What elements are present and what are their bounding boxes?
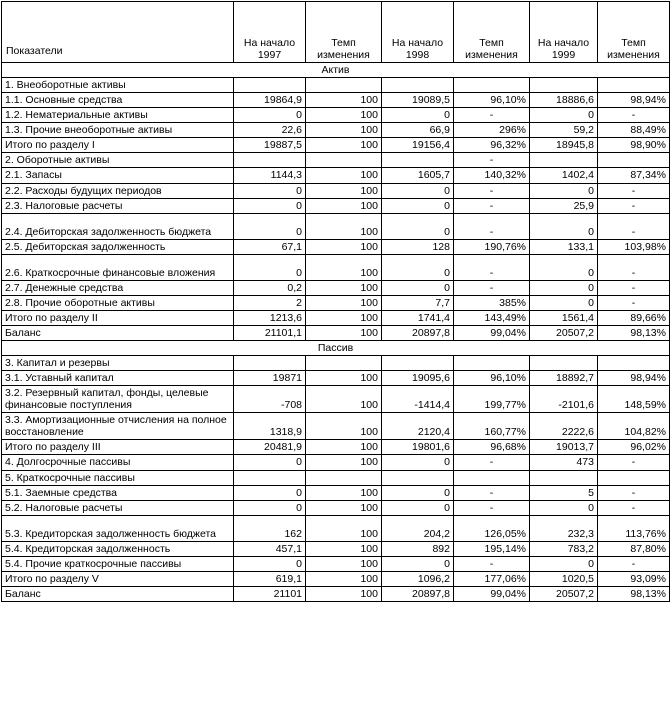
row-value: - <box>454 183 530 198</box>
row-value <box>306 470 382 485</box>
row-value: 204,2 <box>382 515 454 541</box>
row-label: 3.2. Резервный капитал, фонды, целевые финансовые поступления <box>2 386 234 413</box>
row-value <box>530 470 598 485</box>
row-value: 143,49% <box>454 310 530 325</box>
row-value: 100 <box>306 213 382 239</box>
row-value: -2101,6 <box>530 386 598 413</box>
row-label: 5.1. Заемные средства <box>2 485 234 500</box>
row-value: 19871 <box>234 371 306 386</box>
row-value: 0 <box>382 213 454 239</box>
table-row <box>2 586 670 601</box>
row-value: - <box>454 198 530 213</box>
row-value: 0 <box>234 213 306 239</box>
table-body <box>2 63 670 602</box>
row-value: 162 <box>234 515 306 541</box>
row-value: - <box>598 295 670 310</box>
row-value: 25,9 <box>530 198 598 213</box>
row-label: 2.5. Дебиторская задолженность <box>2 239 234 254</box>
header-rate-1998: Темп изменения <box>454 2 530 63</box>
row-value <box>454 470 530 485</box>
row-value: - <box>598 183 670 198</box>
row-value: 19156,4 <box>382 138 454 153</box>
row-value: 100 <box>306 515 382 541</box>
table-row <box>2 153 670 168</box>
row-value: 1318,9 <box>234 413 306 440</box>
row-value <box>234 356 306 371</box>
row-value: 100 <box>306 556 382 571</box>
row-value: - <box>598 213 670 239</box>
row-label: 3. Капитал и резервы <box>2 356 234 371</box>
table-row <box>2 371 670 386</box>
row-value: 133,1 <box>530 239 598 254</box>
row-value: 100 <box>306 108 382 123</box>
row-value: 892 <box>382 541 454 556</box>
table-row <box>2 541 670 556</box>
row-label: 2.4. Дебиторская задолженность бюджета <box>2 213 234 239</box>
row-value: 20481,9 <box>234 440 306 455</box>
row-value: 0 <box>530 556 598 571</box>
table-row <box>2 470 670 485</box>
table-row <box>2 138 670 153</box>
row-label: Итого по разделу V <box>2 571 234 586</box>
row-value: 0 <box>530 254 598 280</box>
row-value: 19887,5 <box>234 138 306 153</box>
section-title: Актив <box>2 63 670 78</box>
row-value: 0 <box>530 213 598 239</box>
row-label: 5.3. Кредиторская задолженность бюджета <box>2 515 234 541</box>
row-value <box>598 470 670 485</box>
row-value <box>234 78 306 93</box>
row-value: 100 <box>306 571 382 586</box>
row-value: 66,9 <box>382 123 454 138</box>
row-value <box>306 356 382 371</box>
row-value: 160,77% <box>454 413 530 440</box>
row-value: 99,04% <box>454 586 530 601</box>
row-value: 100 <box>306 485 382 500</box>
row-value <box>382 153 454 168</box>
row-value: 5 <box>530 485 598 500</box>
row-value: 0 <box>530 500 598 515</box>
table-row <box>2 440 670 455</box>
row-value: - <box>598 485 670 500</box>
row-value: -708 <box>234 386 306 413</box>
row-value <box>382 356 454 371</box>
row-value <box>598 78 670 93</box>
header-row <box>2 2 670 63</box>
row-label: 3.3. Амортизационные отчисления на полное восстановление <box>2 413 234 440</box>
row-value: 1144,3 <box>234 168 306 183</box>
row-value: 2222,6 <box>530 413 598 440</box>
table-row <box>2 183 670 198</box>
row-value: - <box>598 280 670 295</box>
row-value: 0 <box>234 183 306 198</box>
table-row <box>2 325 670 340</box>
row-value: 1605,7 <box>382 168 454 183</box>
row-value: 0 <box>234 455 306 470</box>
row-value <box>454 78 530 93</box>
row-value: 0 <box>382 485 454 500</box>
row-value: 21101,1 <box>234 325 306 340</box>
row-label: 5. Краткосрочные пассивы <box>2 470 234 485</box>
row-value: 100 <box>306 239 382 254</box>
row-label: Баланс <box>2 586 234 601</box>
row-value: 20507,2 <box>530 586 598 601</box>
row-value: - <box>598 556 670 571</box>
row-value: 98,94% <box>598 93 670 108</box>
table-row <box>2 295 670 310</box>
row-value: - <box>454 108 530 123</box>
row-value: - <box>598 198 670 213</box>
row-value: 296% <box>454 123 530 138</box>
table-row <box>2 413 670 440</box>
row-value <box>530 356 598 371</box>
row-value: 87,34% <box>598 168 670 183</box>
row-value: 100 <box>306 541 382 556</box>
row-value: - <box>454 254 530 280</box>
row-value: 0 <box>234 556 306 571</box>
table-row <box>2 213 670 239</box>
row-label: 4. Долгосрочные пассивы <box>2 455 234 470</box>
row-value: 20897,8 <box>382 325 454 340</box>
row-value: 0 <box>234 500 306 515</box>
row-value: - <box>598 500 670 515</box>
row-value: - <box>454 153 530 168</box>
row-value: 20897,8 <box>382 586 454 601</box>
row-value: 1741,4 <box>382 310 454 325</box>
row-value: 96,10% <box>454 371 530 386</box>
financial-balance-table <box>1 1 670 602</box>
row-value: 177,06% <box>454 571 530 586</box>
row-label: 1.1. Основные средства <box>2 93 234 108</box>
row-value: 1213,6 <box>234 310 306 325</box>
row-value: 100 <box>306 500 382 515</box>
row-value: 100 <box>306 386 382 413</box>
row-label: 2.3. Налоговые расчеты <box>2 198 234 213</box>
row-value: - <box>454 485 530 500</box>
row-value: 104,82% <box>598 413 670 440</box>
table-row <box>2 500 670 515</box>
row-value: - <box>454 280 530 295</box>
row-value: - <box>454 213 530 239</box>
row-value: 100 <box>306 371 382 386</box>
row-value: 19013,7 <box>530 440 598 455</box>
row-value: 128 <box>382 239 454 254</box>
row-value: 100 <box>306 254 382 280</box>
row-value <box>382 78 454 93</box>
row-value: - <box>454 556 530 571</box>
table-header <box>2 2 670 63</box>
row-value: 100 <box>306 138 382 153</box>
row-value: 100 <box>306 295 382 310</box>
row-value: 0 <box>382 556 454 571</box>
row-value: 22,6 <box>234 123 306 138</box>
row-label: 1.3. Прочие внеоборотные активы <box>2 123 234 138</box>
row-value: 199,77% <box>454 386 530 413</box>
row-value <box>234 470 306 485</box>
row-value: 100 <box>306 168 382 183</box>
row-value: 0 <box>382 254 454 280</box>
row-value: 100 <box>306 280 382 295</box>
row-value: 0 <box>530 183 598 198</box>
table-section-row <box>2 63 670 78</box>
row-label: 2.1. Запасы <box>2 168 234 183</box>
header-indicators: Показатели <box>2 2 234 63</box>
row-value: 1561,4 <box>530 310 598 325</box>
row-value: 67,1 <box>234 239 306 254</box>
row-label: 5.4. Прочие краткосрочные пассивы <box>2 556 234 571</box>
row-value <box>454 356 530 371</box>
row-value: 19801,6 <box>382 440 454 455</box>
row-value: 100 <box>306 440 382 455</box>
row-value: 113,76% <box>598 515 670 541</box>
header-start-1999: На начало 1999 <box>530 2 598 63</box>
row-value: 100 <box>306 413 382 440</box>
row-value: 100 <box>306 325 382 340</box>
row-value: 1020,5 <box>530 571 598 586</box>
row-value: 0 <box>382 455 454 470</box>
row-value: 87,80% <box>598 541 670 556</box>
row-value: 18945,8 <box>530 138 598 153</box>
row-label: 2.7. Денежные средства <box>2 280 234 295</box>
row-value <box>382 470 454 485</box>
section-title: Пассив <box>2 340 670 355</box>
row-value: 2 <box>234 295 306 310</box>
row-value <box>530 78 598 93</box>
table-row <box>2 168 670 183</box>
row-value: 19864,9 <box>234 93 306 108</box>
row-value: 96,32% <box>454 138 530 153</box>
row-value: 0 <box>234 108 306 123</box>
row-value: 1402,4 <box>530 168 598 183</box>
row-value: 100 <box>306 455 382 470</box>
row-value: 96,68% <box>454 440 530 455</box>
table-row <box>2 356 670 371</box>
table-section-row <box>2 340 670 355</box>
row-value: 100 <box>306 198 382 213</box>
table-row <box>2 515 670 541</box>
row-label: 3.1. Уставный капитал <box>2 371 234 386</box>
row-value: 0 <box>382 108 454 123</box>
row-value: 98,13% <box>598 325 670 340</box>
row-value: 190,76% <box>454 239 530 254</box>
table-row <box>2 78 670 93</box>
row-value: 89,66% <box>598 310 670 325</box>
row-value: 19095,6 <box>382 371 454 386</box>
row-value: 0 <box>530 280 598 295</box>
row-label: 2.2. Расходы будущих периодов <box>2 183 234 198</box>
row-value: 98,94% <box>598 371 670 386</box>
row-value: 96,10% <box>454 93 530 108</box>
row-value: - <box>598 254 670 280</box>
header-start-1998: На начало 1998 <box>382 2 454 63</box>
row-value: 100 <box>306 183 382 198</box>
table-row <box>2 455 670 470</box>
row-value: -1414,4 <box>382 386 454 413</box>
row-label: 5.4. Кредиторская задолженность <box>2 541 234 556</box>
table-row <box>2 93 670 108</box>
row-value: 619,1 <box>234 571 306 586</box>
row-label: 1. Внеоборотные активы <box>2 78 234 93</box>
row-value: 0 <box>530 295 598 310</box>
row-value <box>530 153 598 168</box>
row-value: 232,3 <box>530 515 598 541</box>
table-row <box>2 123 670 138</box>
row-value: 99,04% <box>454 325 530 340</box>
table-row <box>2 280 670 295</box>
row-value: 148,59% <box>598 386 670 413</box>
row-value: - <box>598 455 670 470</box>
row-label: 1.2. Нематериальные активы <box>2 108 234 123</box>
row-value: 126,05% <box>454 515 530 541</box>
row-value: 88,49% <box>598 123 670 138</box>
header-start-1997: На начало 1997 <box>234 2 306 63</box>
row-value: 98,13% <box>598 586 670 601</box>
row-label: 2.8. Прочие оборотные активы <box>2 295 234 310</box>
row-value: 0 <box>530 108 598 123</box>
table-row <box>2 310 670 325</box>
row-value: 18892,7 <box>530 371 598 386</box>
row-value: - <box>598 108 670 123</box>
row-value: 98,90% <box>598 138 670 153</box>
row-value: 19089,5 <box>382 93 454 108</box>
row-value: 100 <box>306 586 382 601</box>
row-value: 0 <box>382 280 454 295</box>
row-value: 0 <box>234 254 306 280</box>
row-value: 0 <box>234 485 306 500</box>
table-row <box>2 198 670 213</box>
table-row <box>2 108 670 123</box>
row-value: 96,02% <box>598 440 670 455</box>
row-value: 20507,2 <box>530 325 598 340</box>
table-row <box>2 239 670 254</box>
row-value <box>598 356 670 371</box>
row-label: 2. Оборотные активы <box>2 153 234 168</box>
row-value <box>234 153 306 168</box>
row-label: 5.2. Налоговые расчеты <box>2 500 234 515</box>
table-row <box>2 485 670 500</box>
row-value: 0 <box>382 198 454 213</box>
row-value: 21101 <box>234 586 306 601</box>
row-value: 100 <box>306 310 382 325</box>
row-value: - <box>454 500 530 515</box>
row-value: 473 <box>530 455 598 470</box>
row-label: Итого по разделу I <box>2 138 234 153</box>
row-value: 59,2 <box>530 123 598 138</box>
row-label: Итого по разделу III <box>2 440 234 455</box>
row-value: 0,2 <box>234 280 306 295</box>
row-label: 2.6. Краткосрочные финансовые вложения <box>2 254 234 280</box>
row-value: 0 <box>382 183 454 198</box>
row-label: Баланс <box>2 325 234 340</box>
row-value <box>306 78 382 93</box>
header-rate-1999: Темп изменения <box>598 2 670 63</box>
table-row <box>2 386 670 413</box>
header-rate-1997: Темп изменения <box>306 2 382 63</box>
row-value: 1096,2 <box>382 571 454 586</box>
row-value: 93,09% <box>598 571 670 586</box>
table-row <box>2 254 670 280</box>
row-value: 103,98% <box>598 239 670 254</box>
row-value: 783,2 <box>530 541 598 556</box>
row-value <box>598 153 670 168</box>
row-value: - <box>454 455 530 470</box>
row-value: 100 <box>306 123 382 138</box>
row-value: 100 <box>306 93 382 108</box>
row-value: 195,14% <box>454 541 530 556</box>
row-label: Итого по разделу II <box>2 310 234 325</box>
row-value: 457,1 <box>234 541 306 556</box>
row-value: 7,7 <box>382 295 454 310</box>
row-value: 18886,6 <box>530 93 598 108</box>
row-value <box>306 153 382 168</box>
row-value: 2120,4 <box>382 413 454 440</box>
row-value: 140,32% <box>454 168 530 183</box>
table-row <box>2 571 670 586</box>
row-value: 385% <box>454 295 530 310</box>
row-value: 0 <box>234 198 306 213</box>
table-row <box>2 556 670 571</box>
row-value: 0 <box>382 500 454 515</box>
